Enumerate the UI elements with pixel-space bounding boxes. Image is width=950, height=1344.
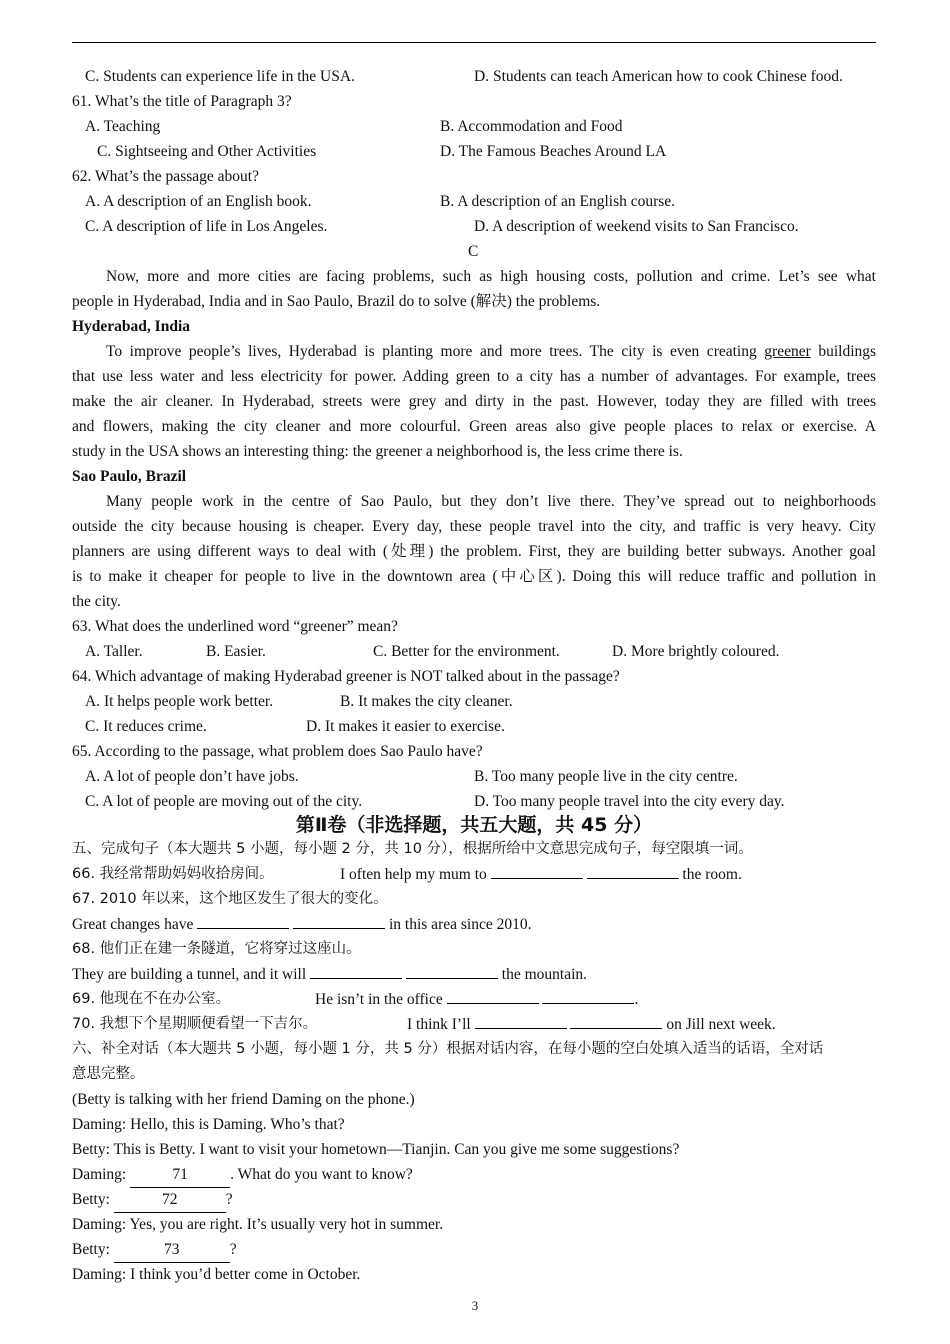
hyderabad-line-1-pre: To improve people’s lives, Hyderabad is planting more and more trees. The city is even creating	[106, 343, 757, 360]
q67-text-pre: Great changes have	[72, 916, 194, 933]
q63-option-b: B. Easier.	[206, 643, 266, 660]
sao-paulo-line-5: the city.	[72, 593, 121, 610]
q69-row	[72, 987, 876, 1012]
q70-english	[407, 1012, 776, 1037]
hyderabad-line-1	[106, 339, 876, 364]
q64-option-b: B. It makes the city cleaner.	[340, 693, 513, 710]
section6-heading-line-1: 六、补全对话（本大题共 5 小题，每小题 1 分，共 5 分）根据对话内容，在每小题的空白处填入适当的话语，全对话	[72, 1041, 824, 1057]
q69-text-post: .	[634, 991, 639, 1008]
q62-option-b: B. A description of an English course.	[440, 193, 676, 210]
q64-option-c: C. It reduces crime.	[85, 718, 207, 735]
q70-text-post: on Jill next week.	[666, 1016, 776, 1033]
q69-text-pre: He isn’t in the office	[315, 991, 443, 1008]
q70-blank-1[interactable]	[475, 1028, 567, 1029]
q64-option-a: A. It helps people work better.	[85, 693, 274, 710]
dialogue-line-2: Betty: This is Betty. I want to visit your hometown—Tianjin. Can you give me some suggestions?	[72, 1141, 680, 1158]
q69-english	[315, 987, 638, 1012]
heading-hyderabad: Hyderabad, India	[72, 318, 191, 335]
q61-options-cd	[72, 139, 876, 164]
q62-options-cd	[72, 214, 876, 239]
q62-option-c: C. A description of life in Los Angeles.	[85, 218, 328, 235]
hyderabad-line-2: that use less water and less electricity for power. Adding green to a city has a number of advantages. For example, trees	[72, 368, 876, 385]
q66-row	[72, 862, 876, 887]
sao-paulo-line-3: planners are using different ways to deal with (处理) the problem. First, they are building better subways. Another goal	[72, 543, 876, 560]
passage-label: C	[468, 243, 479, 260]
dialogue-line-7: Daming: I think you’d better come in October.	[72, 1266, 361, 1283]
q60-option-c: C. Students can experience life in the USA.	[85, 68, 355, 85]
q61-stem: 61. What’s the title of Paragraph 3?	[72, 93, 292, 110]
dialogue-line-1: Daming: Hello, this is Daming. Who’s that?	[72, 1116, 345, 1133]
q61-option-c: C. Sightseeing and Other Activities	[97, 143, 317, 160]
dialogue-line-4-post: ?	[225, 1191, 233, 1208]
q66-chinese: 66. 我经常帮助妈妈收拾房间。	[72, 866, 274, 882]
q67-blank-2[interactable]	[293, 928, 385, 929]
q61-options-ab	[72, 114, 876, 139]
dialogue-line-6-post: ?	[229, 1241, 237, 1258]
q68-blank-2[interactable]	[406, 978, 498, 979]
q61-option-a: A. Teaching	[85, 118, 161, 135]
speaker-betty: Betty:	[72, 1191, 110, 1208]
hyderabad-line-5: study in the USA shows an interesting thing: the greener a neighborhood is, the less crime there is.	[72, 443, 683, 460]
dialogue-line-4	[72, 1187, 876, 1212]
q63-option-d: D. More brightly coloured.	[612, 643, 780, 660]
q65-option-d: D. Too many people travel into the city every day.	[474, 793, 785, 810]
q61-option-d: D. The Famous Beaches Around LA	[440, 143, 667, 160]
page-number: 3	[471, 1298, 479, 1313]
q66-text-post: the room.	[682, 866, 742, 883]
blank-71[interactable]: 71	[130, 1162, 230, 1188]
q63-option-c: C. Better for the environment.	[373, 643, 560, 660]
section5-heading: 五、完成句子（本大题共 5 小题，每小题 2 分，共 10 分），根据所给中文意思完成句子，每空限填一词。	[72, 841, 753, 857]
dialogue-line-3-post: . What do you want to know?	[230, 1166, 413, 1183]
hyderabad-line-4: and flowers, making the city cleaner and more colourful. Green areas also give people places to relax or exercise. A	[72, 418, 876, 435]
underlined-word-greener: greener	[764, 343, 811, 360]
q67-chinese: 67. 2010 年以来，这个地区发生了很大的变化。	[72, 891, 388, 907]
q69-blank-2[interactable]	[542, 1003, 634, 1004]
q65-option-c: C. A lot of people are moving out of the city.	[85, 793, 363, 810]
q68-blank-1[interactable]	[310, 978, 402, 979]
speaker-daming: Daming:	[72, 1166, 127, 1183]
passage-c-label-row	[72, 239, 876, 264]
q65-options-ab	[72, 764, 876, 789]
dialogue-line-6	[72, 1237, 876, 1262]
blank-73[interactable]: 73	[114, 1237, 230, 1263]
passage-intro-line-1: Now, more and more cities are facing problems, such as high housing costs, pollution and crime. Let’s see what	[106, 268, 876, 285]
q66-blank-2[interactable]	[587, 878, 679, 879]
sao-paulo-line-4: is to make it cheaper for people to live in the downtown area (中心区). Doing this will reduce traffic and pollution in	[72, 568, 876, 585]
q68-english	[72, 962, 876, 987]
q66-text-pre: I often help my mum to	[340, 866, 487, 883]
sao-paulo-line-1: Many people work in the centre of Sao Paulo, but they don’t live there. They’ve spread out to neighborhoods	[106, 493, 876, 510]
hyderabad-line-3: make the air cleaner. In Hyderabad, streets were grey and dirty in the past. However, today they are filled with trees	[72, 393, 876, 410]
q62-stem: 62. What’s the passage about?	[72, 168, 259, 185]
q67-english	[72, 912, 876, 937]
header-rule	[72, 42, 876, 43]
q65-option-b: B. Too many people live in the city centre.	[474, 768, 738, 785]
q63-stem: 63. What does the underlined word “greener” mean?	[72, 618, 398, 635]
sao-paulo-line-2: outside the city because housing is cheaper. Every day, these people travel into the city, and traffic is very heavy. City	[72, 518, 876, 535]
q64-option-d: D. It makes it easier to exercise.	[306, 718, 505, 735]
dialogue-line-5: Daming: Yes, you are right. It’s usually very hot in summer.	[72, 1216, 444, 1233]
q63-option-a: A. Taller.	[85, 643, 143, 660]
dialogue-context: (Betty is talking with her friend Daming on the phone.)	[72, 1091, 415, 1108]
q68-chinese: 68. 他们正在建一条隧道，它将穿过这座山。	[72, 941, 361, 957]
q62-options-ab	[72, 189, 876, 214]
passage-intro-line-2: people in Hyderabad, India and in Sao Paulo, Brazil do to solve (解决) the problems.	[72, 293, 601, 310]
heading-sao-paulo: Sao Paulo, Brazil	[72, 468, 187, 485]
q66-english	[340, 862, 742, 887]
q70-row	[72, 1012, 876, 1037]
hyderabad-line-1-post: buildings	[818, 343, 877, 360]
q62-option-d: D. A description of weekend visits to San Francisco.	[474, 218, 799, 235]
blank-72[interactable]: 72	[114, 1187, 226, 1213]
section6-heading-line-2: 意思完整。	[72, 1066, 145, 1082]
q65-stem: 65. According to the passage, what problem does Sao Paulo have?	[72, 743, 483, 760]
q67-blank-1[interactable]	[197, 928, 289, 929]
speaker-betty: Betty:	[72, 1241, 110, 1258]
q65-option-a: A. A lot of people don’t have jobs.	[85, 768, 299, 785]
q69-chinese: 69. 他现在不在办公室。	[72, 991, 231, 1007]
q63-options	[72, 639, 876, 664]
q68-text-pre: They are building a tunnel, and it will	[72, 966, 307, 983]
q68-text-post: the mountain.	[501, 966, 588, 983]
q66-blank-1[interactable]	[491, 878, 583, 879]
q67-text-post: in this area since 2010.	[388, 916, 532, 933]
q60-options-cd	[72, 64, 876, 89]
q70-text-pre: I think I’ll	[407, 1016, 471, 1033]
q70-blank-2[interactable]	[570, 1028, 662, 1029]
q64-options-ab	[72, 689, 876, 714]
q69-blank-1[interactable]	[447, 1003, 539, 1004]
q61-option-b: B. Accommodation and Food	[440, 118, 623, 135]
dialogue-line-3	[72, 1162, 876, 1187]
q64-options-cd	[72, 714, 876, 739]
part2-title: 第Ⅱ卷（非选择题，共五大题，共 45 分）	[295, 814, 653, 836]
q60-option-d: D. Students can teach American how to cook Chinese food.	[474, 68, 843, 85]
q70-chinese: 70. 我想下个星期顺便看望一下吉尔。	[72, 1016, 318, 1032]
q64-stem: 64. Which advantage of making Hyderabad greener is NOT talked about in the passage?	[72, 668, 620, 685]
q62-option-a: A. A description of an English book.	[85, 193, 312, 210]
